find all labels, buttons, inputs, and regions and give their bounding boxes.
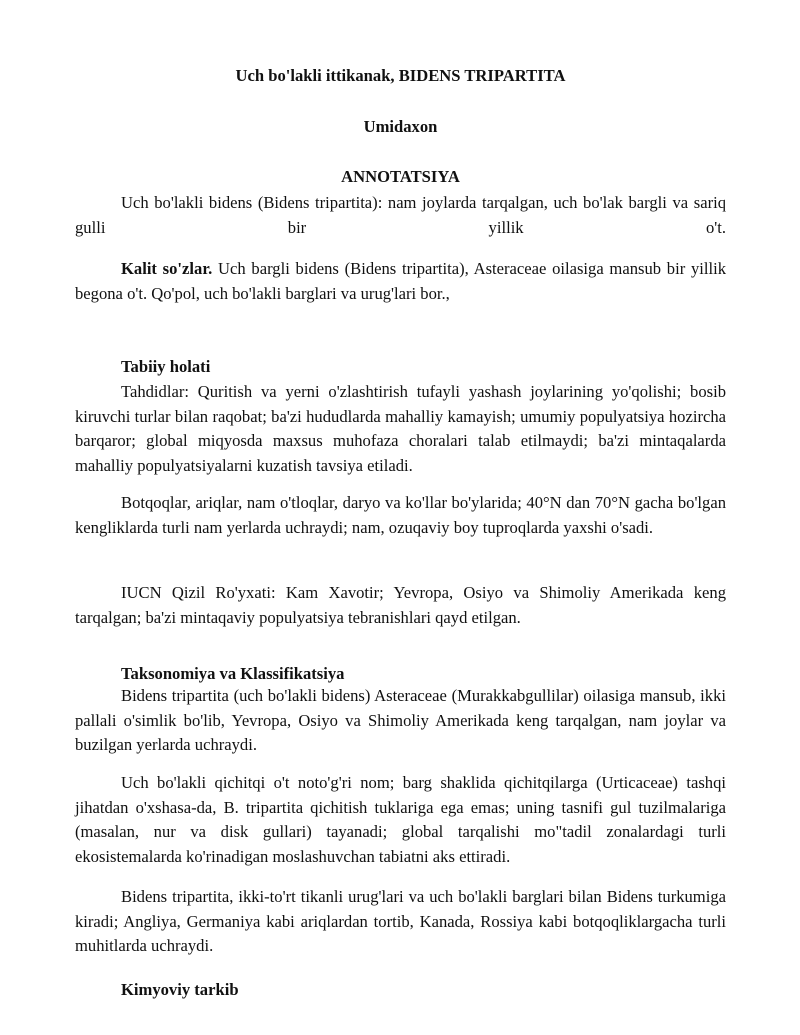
natural-state-para-3 [75, 581, 726, 630]
keywords-paragraph [75, 257, 726, 306]
taxonomy-para-3 [75, 885, 726, 959]
paragraph: Uch bo'lakli qichitqi o't noto'g'ri nom; barg shaklida qichitqilarga (Urticaceae) tashqi jihatdan o'xshasa-da, B. tripartita qichitish tuklariga ega emas; uning tasnifi gul tuzilmalariga (masalan, nur va disk gullari) tayanadi; global tarqalishi mo"tadil zonalardagi turli ekosistemalarda ko'rinadigan moslashuvchan tabiatni aks ettiradi. [75, 773, 726, 866]
paragraph: Botqoqlar, ariqlar, nam o'tloqlar, daryo va ko'llar bo'ylarida; 40°N dan 70°N gacha bo'lgan kengliklarda turli nam yerlarda uchraydi; nam, ozuqaviy boy tuproqlarda yaxshi o'sadi. [75, 493, 726, 537]
keywords-block [75, 257, 726, 306]
natural-state-para-1 [75, 380, 726, 478]
keywords-label: Kalit so'zlar. [121, 259, 213, 278]
paragraph: Bidens tripartita (uch bo'lakli bidens) Asteraceae (Murakkabgullilar) oilasiga mansub, ikki pallali o'simlik bo'lib, Yevropa, Osiyo va Shimoliy Amerikada keng tarqalgan, nam joylar va buzilgan yerlarda uchraydi. [75, 686, 726, 754]
author-name: Umidaxon [363, 117, 438, 136]
taxonomy-para-1 [75, 684, 726, 758]
paragraph: Tahdidlar: Quritish va yerni o'zlashtirish tufayli yashash joylarining yo'qolishi; bosib kiruvchi turlar bilan raqobat; ba'zi hududlarda mahalliy kamayish; umumiy populyatsiya hozircha barqaror; global miqyosda maxsus muhofaza choralari talab etilmaydi; ba'zi mintaqalarda mahalliy populyatsiyalarni kuzatish tavsiya etiladi. [75, 382, 726, 475]
annotation-paragraph: Uch bo'lakli bidens (Bidens tripartita): nam joylarda tarqalgan, uch bo'lak bargli va sariq gulli bir yillik o't. [75, 193, 726, 237]
section-heading-chemical: Kimyoviy tarkib [121, 980, 239, 999]
document-title: Uch bo'lakli ittikanak, BIDENS TRIPARTITA [235, 66, 566, 85]
natural-state-para-2 [75, 491, 726, 540]
section-heading-natural-state: Tabiiy holati [121, 357, 211, 376]
paragraph: Bidens tripartita, ikki-to'rt tikanli urug'lari va uch bo'lakli barglari bilan Bidens turkumiga kiradi; Angliya, Germaniya kabi ariqlardan tortib, Kanada, Rossiya kabi botqoqliklargacha turli muhitlarda uchraydi. [75, 887, 726, 955]
taxonomy-para-2 [75, 771, 726, 869]
paragraph: IUCN Qizil Ro'yxati: Kam Xavotir; Yevropa, Osiyo va Shimoliy Amerikada keng tarqalgan; ba'zi mintaqaviy populyatsiya tebranishlari qayd etilgan. [75, 583, 726, 627]
section-heading-taxonomy: Taksonomiya va Klassifikatsiya [121, 664, 345, 683]
keywords-text: Uch bargli bidens (Bidens tripartita), Asteraceae oilasiga mansub bir yillik begona o't. Qo'pol, uch bo'lakli barglari va urug'lari bor., [75, 259, 726, 303]
annotation-heading: ANNOTATSIYA [341, 167, 460, 186]
annotation-block [75, 191, 726, 240]
